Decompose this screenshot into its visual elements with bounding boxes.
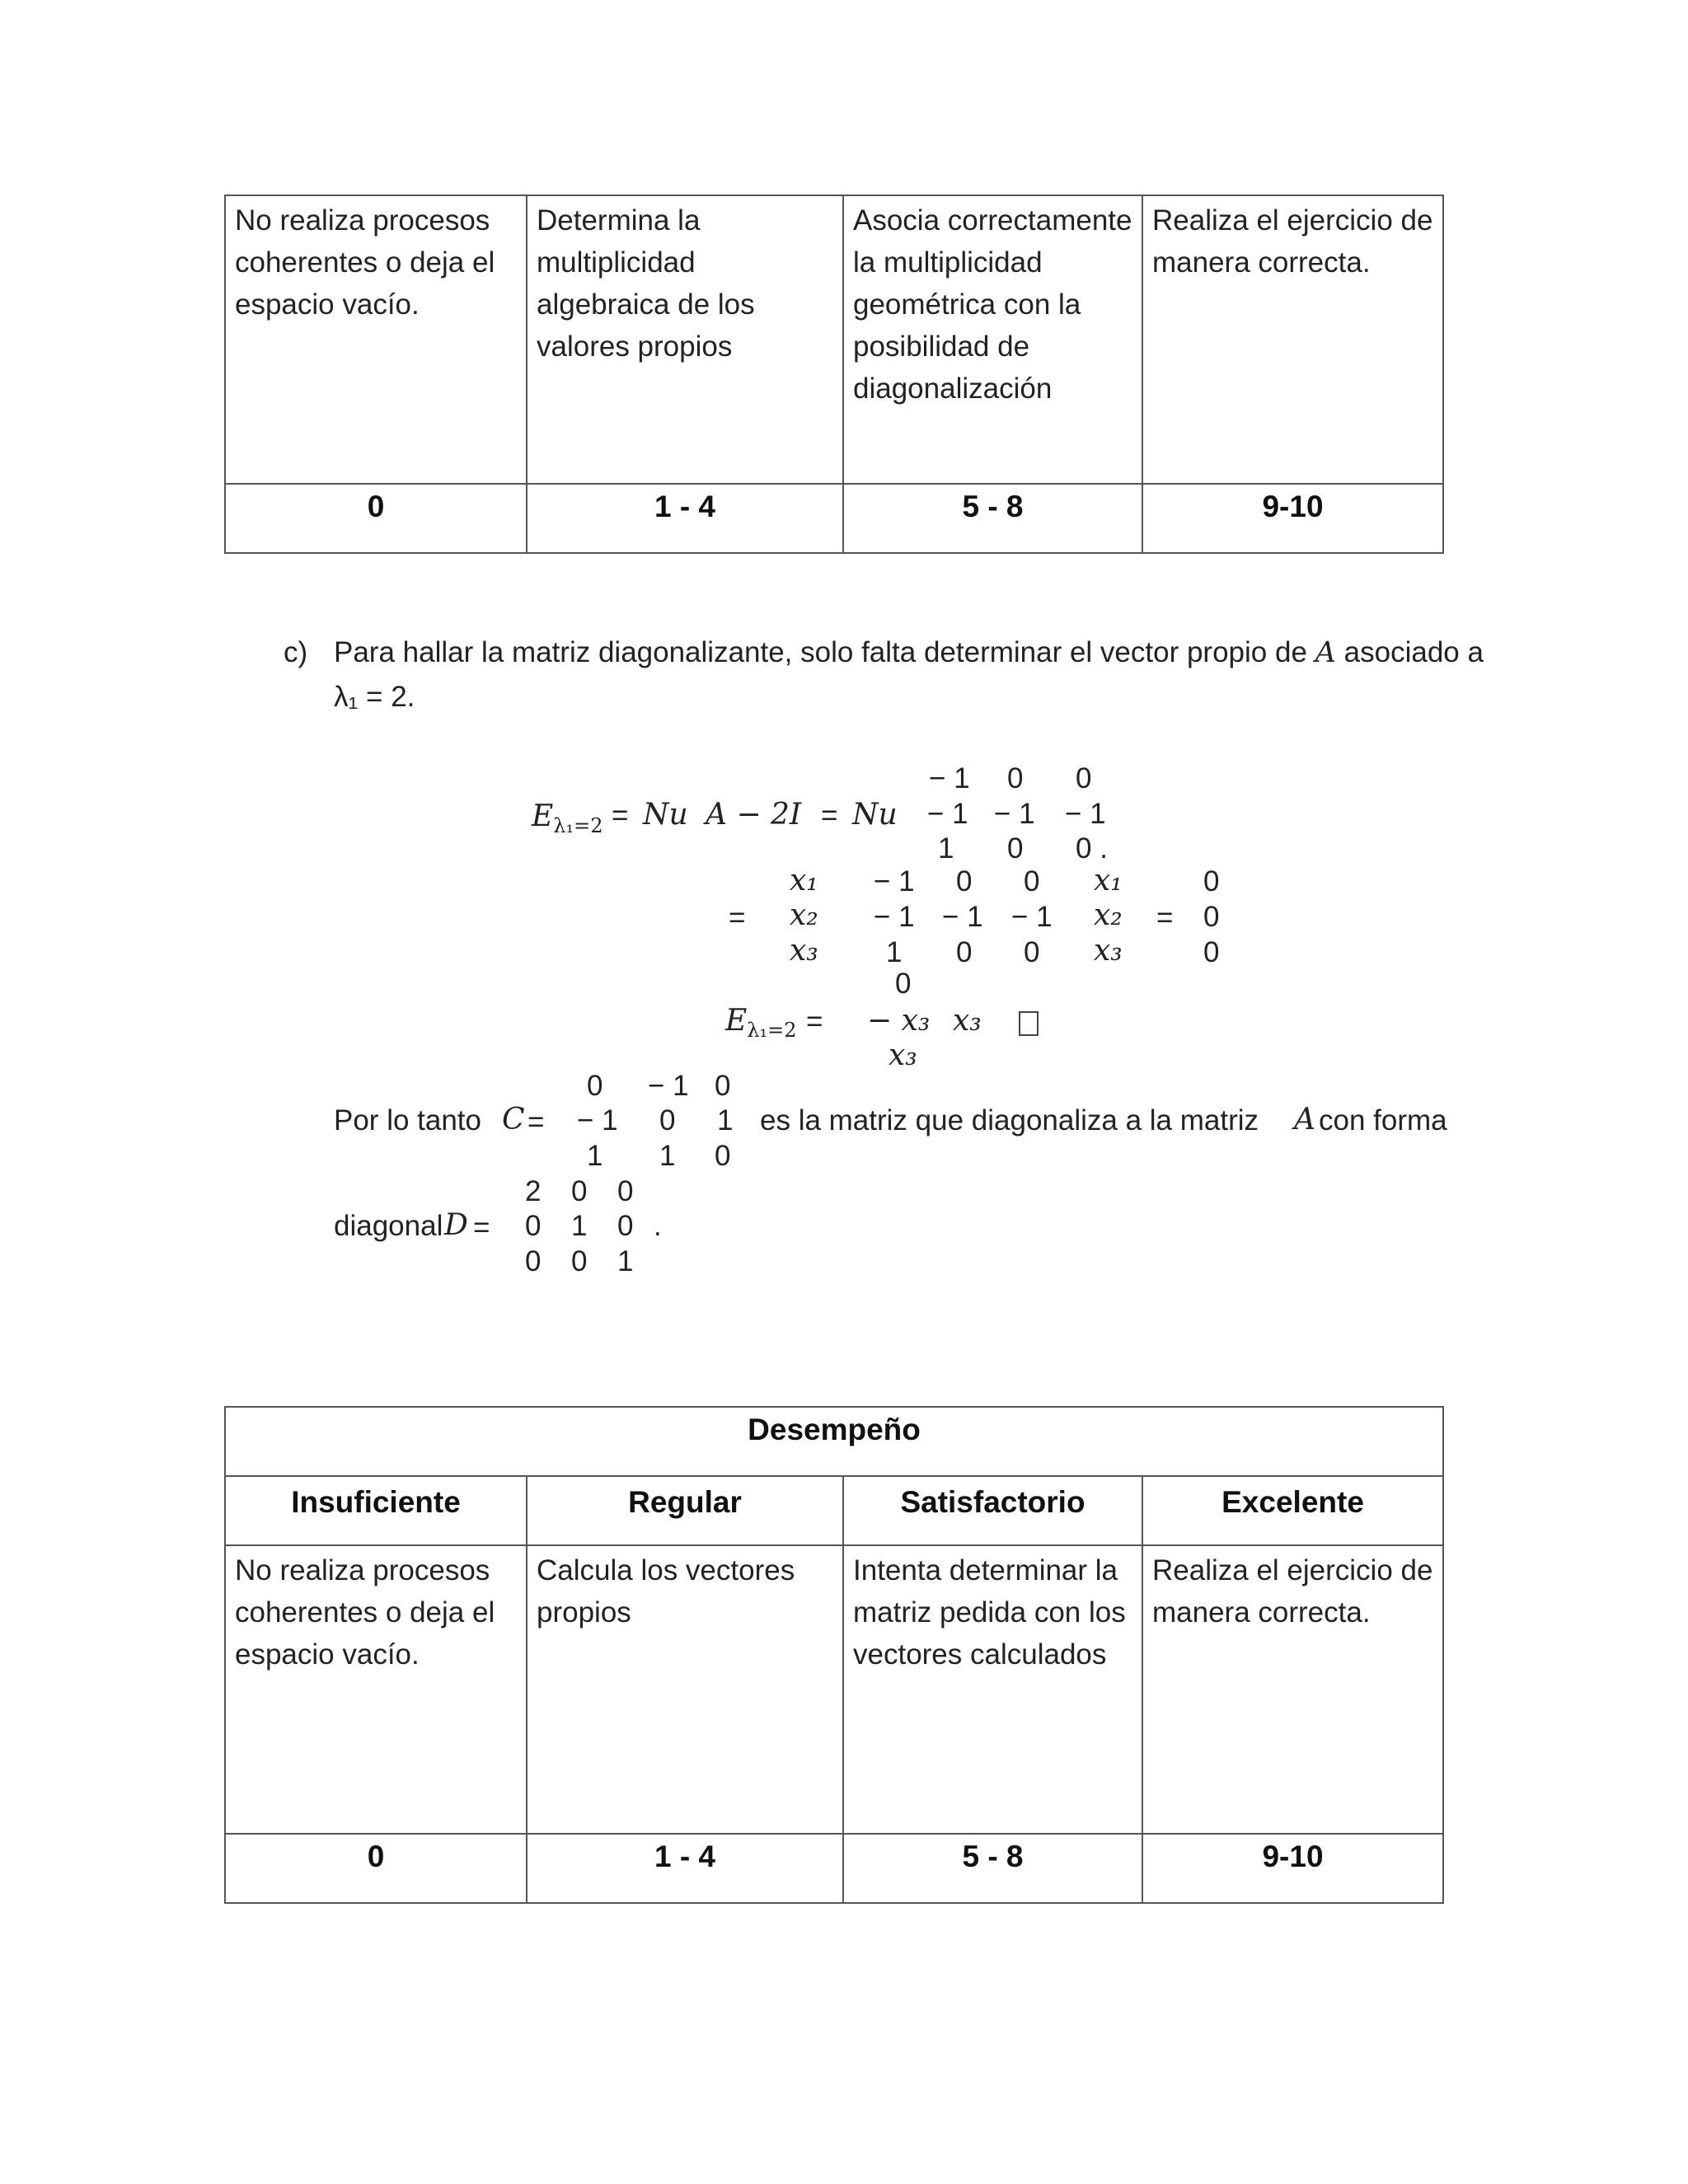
- header-satisfactorio: Satisfactorio: [900, 1485, 1085, 1519]
- variable-x2: x₂: [790, 898, 818, 932]
- matrix-cell: 0: [525, 1245, 542, 1277]
- matrix-cell: 1: [659, 1140, 676, 1172]
- intro-text: Para hallar la matriz diagonalizante, solo falta determinar el vector propio de: [334, 636, 1307, 668]
- vector-cell: x₃: [889, 1038, 917, 1072]
- matrix-cell: 0: [571, 1175, 588, 1207]
- matrix-cell: − 1: [874, 865, 915, 898]
- matrix-cell: 0: [956, 865, 973, 898]
- table-row: [225, 1834, 1443, 1903]
- table-cell: [527, 1476, 843, 1545]
- item-label: c): [284, 636, 308, 668]
- score-satisfactorio: 5 - 8: [962, 490, 1024, 523]
- period: .: [654, 1210, 662, 1242]
- matrix-cell: − 1: [648, 1070, 689, 1102]
- equals-sign: =: [729, 902, 746, 934]
- matrix-cell: 0: [1024, 865, 1040, 898]
- vector-cell: 0: [895, 968, 912, 1000]
- matrix-cell: − 1: [927, 798, 968, 830]
- matrix-cell: 0: [587, 1070, 603, 1102]
- score-insuficiente: 0: [367, 1840, 385, 1873]
- description-insuficiente: No realiza procesos coherentes o deja el espacio vacío.: [235, 204, 495, 321]
- score-insuficiente: 0: [367, 490, 385, 523]
- matrix-cell: 0: [956, 936, 973, 968]
- section-intro: [334, 636, 1484, 669]
- variable-x1: x₁: [1094, 864, 1123, 898]
- table-cell: [527, 1834, 843, 1903]
- eigenspace-lhs: [725, 1004, 797, 1042]
- table-cell: [843, 1834, 1142, 1903]
- header-excelente: Excelente: [1221, 1485, 1364, 1519]
- equals-sign: =: [528, 1106, 545, 1138]
- matrix-cell: 1: [717, 1104, 734, 1137]
- score-regular: 1 - 4: [654, 490, 716, 523]
- description-regular: Calcula los vectores propios: [537, 1554, 795, 1629]
- matrix-cell: − 1: [874, 901, 915, 933]
- score-regular: 1 - 4: [654, 1840, 716, 1873]
- matrix-cell: − 1: [1011, 901, 1053, 933]
- description-satisfactorio: Asocia correctamente la multiplicidad geométrica con la posibilidad de diagonalización: [853, 204, 1132, 405]
- vector-cell: − x₃: [867, 1004, 931, 1038]
- table-row: [225, 1476, 1443, 1545]
- matrix-cell: 1: [587, 1140, 603, 1172]
- table-cell: [225, 195, 527, 484]
- table-row: [225, 1545, 1443, 1834]
- table-cell: [225, 1834, 527, 1903]
- variable-x3: x₃: [1094, 934, 1123, 968]
- rubric-table-1: [224, 194, 1444, 554]
- table-cell: [1142, 1476, 1443, 1545]
- matrix-cell: 0: [1007, 832, 1024, 865]
- null-space-label-2: Nu: [852, 798, 898, 832]
- span-variable: x₃: [953, 1004, 982, 1038]
- matrix-cell: 0 .: [1076, 832, 1108, 865]
- header-regular: Regular: [628, 1485, 742, 1519]
- table-cell: [1142, 1834, 1443, 1903]
- c-description-tail: con forma: [1319, 1104, 1447, 1137]
- header-insuficiente: Insuficiente: [291, 1485, 461, 1519]
- table-cell: [225, 1476, 527, 1545]
- matrix-cell: 0: [571, 1245, 588, 1277]
- lambda-value: λ₁ = 2.: [334, 681, 415, 713]
- unrendered-glyph-box: [1019, 1005, 1039, 1038]
- zero-cell: 0: [1203, 901, 1220, 933]
- eigenspace-subscript: λ₁=2: [747, 1019, 797, 1042]
- variable-x3: x₃: [790, 934, 818, 968]
- table-cell: [225, 1545, 527, 1834]
- matrix-cell: 1: [571, 1210, 588, 1242]
- table-cell: [527, 195, 843, 484]
- description-excelente: Realiza el ejercicio de manera correcta.: [1152, 1554, 1433, 1629]
- matrix-cell: 0: [617, 1210, 634, 1242]
- score-satisfactorio: 5 - 8: [962, 1840, 1024, 1873]
- equals-sign: =: [806, 1005, 823, 1038]
- matrix-cell: 2: [525, 1175, 542, 1207]
- eigenspace-lhs: [532, 799, 603, 837]
- matrix-letter-c: C: [502, 1103, 525, 1137]
- score-excelente: 9-10: [1262, 1840, 1324, 1873]
- a-minus-2i: A − 2I: [706, 798, 802, 832]
- matrix-cell: − 1: [929, 762, 970, 794]
- matrix-cell: − 1: [994, 798, 1035, 830]
- matrix-cell: − 1: [577, 1104, 618, 1137]
- diagonal-label: diagonal: [334, 1210, 443, 1242]
- description-regular: Determina la multiplicidad algebraica de los valores propios: [537, 204, 755, 363]
- zero-cell: 0: [1203, 936, 1220, 968]
- table-cell: [1142, 484, 1443, 553]
- null-space-label: Nu: [643, 798, 688, 832]
- equals-sign: =: [1156, 902, 1174, 934]
- rubric-table-2: [224, 1406, 1444, 1904]
- matrix-letter-a: A: [1315, 636, 1336, 669]
- table-cell: [843, 1545, 1142, 1834]
- table-cell: [843, 484, 1142, 553]
- table-cell: [225, 484, 527, 553]
- eigenspace-subscript: λ₁=2: [553, 814, 603, 837]
- matrix-cell: 0: [715, 1140, 731, 1172]
- matrix-letter-a: A: [1294, 1103, 1315, 1137]
- matrix-cell: 0: [1024, 936, 1040, 968]
- eigenspace-symbol: E: [532, 799, 554, 833]
- matrix-cell: 1: [617, 1245, 634, 1277]
- matrix-cell: 0: [1007, 762, 1024, 794]
- variable-x2: x₂: [1094, 898, 1123, 932]
- therefore-text: Por lo tanto: [334, 1104, 481, 1137]
- matrix-cell: 1: [938, 832, 954, 865]
- matrix-cell: − 1: [942, 901, 983, 933]
- matrix-cell: 0: [525, 1210, 542, 1242]
- table-cell: [843, 195, 1142, 484]
- zero-cell: 0: [1203, 865, 1220, 898]
- table-row: [225, 1407, 1443, 1476]
- table-row: [225, 484, 1443, 553]
- eigenspace-symbol: E: [725, 1004, 748, 1038]
- matrix-cell: 1: [886, 936, 903, 968]
- table-row: [225, 195, 1443, 484]
- equals-sign: =: [821, 799, 838, 832]
- table-title: Desempeño: [748, 1413, 921, 1446]
- c-description: es la matriz que diagonaliza a la matriz: [760, 1104, 1259, 1137]
- matrix-cell: 0: [715, 1070, 731, 1102]
- table-cell: [225, 1407, 1443, 1476]
- variable-x1: x₁: [790, 864, 818, 898]
- matrix-cell: 0: [617, 1175, 634, 1207]
- table-cell: [527, 1545, 843, 1834]
- table-cell: [1142, 195, 1443, 484]
- matrix-cell: − 1: [1065, 798, 1106, 830]
- matrix-cell: 0: [659, 1104, 676, 1137]
- score-excelente: 9-10: [1262, 490, 1324, 523]
- table-cell: [1142, 1545, 1443, 1834]
- description-satisfactorio: Intenta determinar la matriz pedida con los vectores calculados: [853, 1554, 1126, 1671]
- equals-sign: =: [473, 1212, 490, 1244]
- description-excelente: Realiza el ejercicio de manera correcta.: [1152, 204, 1433, 279]
- matrix-letter-d: D: [444, 1208, 468, 1242]
- description-insuficiente: No realiza procesos coherentes o deja el espacio vacío.: [235, 1554, 495, 1671]
- table-cell: [843, 1476, 1142, 1545]
- equals-sign: =: [612, 799, 629, 832]
- intro-tail: asociado a: [1343, 636, 1484, 668]
- matrix-cell: 0: [1076, 762, 1092, 794]
- table-cell: [527, 484, 843, 553]
